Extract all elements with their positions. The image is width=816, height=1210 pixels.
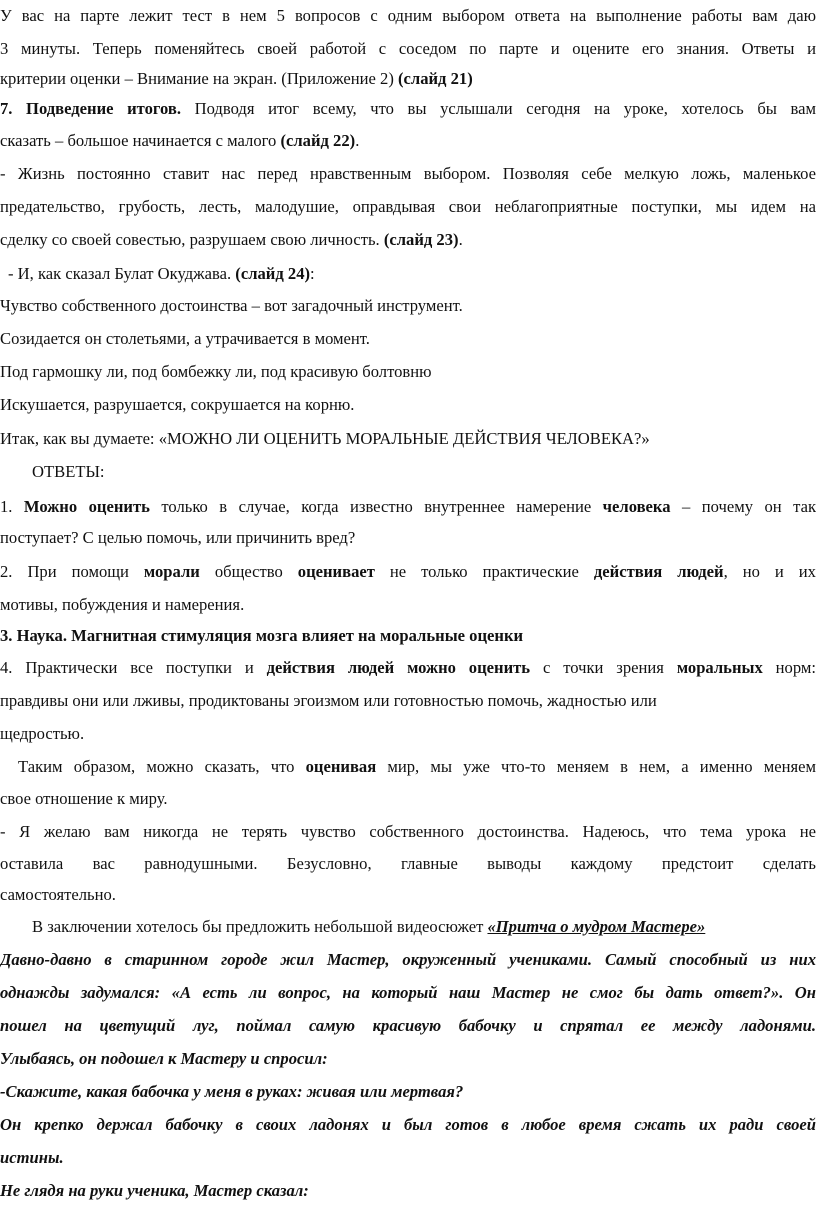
paragraph-okudzhava: [0, 258, 816, 290]
text: .: [355, 131, 360, 150]
paragraph-wish-line-1: - Я желаю вам никогда не терять чувство собственного достоинства. Надеюсь, что тема урока не: [0, 822, 816, 841]
bold-term: оценивая: [305, 757, 377, 776]
parable-line-3: пошел на цветущий луг, поймал самую красивую бабочку и спрятал ее между ладонями.: [0, 1016, 816, 1035]
paragraph-summary-line-2: [0, 125, 816, 157]
paragraph-life-line-2: предательство, грубость, лесть, малодушие, оправдывая свои неблагоприятные поступки, мы идем на: [0, 197, 816, 216]
paragraph-thus-line-2: свое отношение к миру.: [0, 789, 168, 808]
text: .: [458, 230, 463, 249]
text: 4. Практически все поступки и: [0, 658, 267, 677]
paragraph-video-intro: [0, 911, 816, 943]
text: только в случае, когда известно внутреннее намерение: [149, 497, 603, 516]
paragraph-thus-line-1: [0, 751, 816, 783]
paragraph-summary-line-1: [0, 93, 816, 125]
text: сделку со своей совестью, разрушаем свою личность.: [0, 230, 384, 249]
parable-line-4: Улыбаясь, он подошел к Мастеру и спросил:: [0, 1049, 328, 1068]
text: 2. При помощи: [0, 562, 144, 581]
answer-4-line-2: правдивы они или лживы, продиктованы эгоизмом или готовностью помочь, жадностью или: [0, 691, 657, 710]
text: 1.: [0, 497, 24, 516]
poem-line-4: Искушается, разрушается, сокрушается на корню.: [0, 395, 355, 414]
slide-ref-21: (слайд 21): [398, 69, 473, 88]
parable-line-7: истины.: [0, 1148, 64, 1167]
poem-line-3: Под гармошку ли, под бомбежку ли, под красивую болтовню: [0, 362, 432, 381]
video-title-link[interactable]: «Притча о мудром Мастере»: [487, 917, 706, 936]
text: с точки зрения: [530, 658, 677, 677]
parable-line-5: -Скажите, какая бабочка у меня в руках: живая или мертвая?: [0, 1082, 464, 1101]
question-line: Итак, как вы думаете: «МОЖНО ЛИ ОЦЕНИТЬ МОРАЛЬНЫЕ ДЕЙСТВИЯ ЧЕЛОВЕКА?»: [0, 429, 650, 448]
text: мир, мы уже что-то меняем в нем, а именно меняем: [376, 757, 816, 776]
bold-term: моральных: [676, 658, 763, 677]
section-heading-summary: 7. Подведение итогов.: [0, 99, 182, 118]
bold-term: действия людей можно оценить: [266, 658, 531, 677]
paragraph-wish-line-2: оставила вас равнодушными. Безусловно, главные выводы каждому предстоит сделать: [0, 854, 816, 873]
paragraph-life-line-1: - Жизнь постоянно ставит нас перед нравственным выбором. Позволяя себе мелкую ложь, маленькое: [0, 164, 816, 183]
slide-ref-24: (слайд 24): [235, 264, 311, 283]
answer-4-line-1: [0, 652, 816, 684]
text: , но и их: [723, 562, 816, 581]
answer-3-line: 3. Наука. Магнитная стимуляция мозга влияет на моральные оценки: [0, 626, 524, 645]
bold-term: действия людей: [593, 562, 724, 581]
text: общество: [199, 562, 298, 581]
bold-term: оценивает: [297, 562, 375, 581]
paragraph-test-line-3: [0, 63, 816, 95]
parable-line-2: однажды задумался: «А есть ли вопрос, на который наш Мастер не смог бы дать ответ?». Он: [0, 983, 816, 1002]
bold-term: морали: [143, 562, 200, 581]
poem-line-1: Чувство собственного достоинства – вот загадочный инструмент.: [0, 296, 463, 315]
bold-term: Можно оценить: [23, 497, 150, 516]
text: не только практические: [374, 562, 594, 581]
text: Подводя итог всему, что вы услышали сегодня на уроке, хотелось бы вам: [181, 99, 816, 118]
parable-line-8: Не глядя на руки ученика, Мастер сказал:: [0, 1181, 309, 1200]
text: :: [310, 264, 315, 283]
text: сказать – большое начинается с малого: [0, 131, 281, 150]
answer-2-line-1: [0, 556, 816, 588]
answer-2-line-2: мотивы, побуждения и намерения.: [0, 595, 245, 614]
slide-ref-23: (слайд 23): [383, 230, 459, 249]
poem-line-2: Созидается он столетьями, а утрачивается в момент.: [0, 329, 370, 348]
answer-4-line-3: щедростью.: [0, 724, 85, 743]
slide-ref-22: (слайд 22): [280, 131, 356, 150]
paragraph-wish-line-3: самостоятельно.: [0, 885, 116, 904]
text: критерии оценки – Внимание на экран. (Приложение 2): [0, 69, 398, 88]
bold-term: человека: [602, 497, 671, 516]
text: - И, как сказал Булат Окуджава.: [8, 264, 236, 283]
text: В заключении хотелось бы предложить небольшой видеосюжет: [32, 917, 488, 936]
text: Таким образом, можно сказать, что: [18, 757, 306, 776]
answer-1-line-1: [0, 491, 816, 523]
answer-1-line-2: поступает? С целью помочь, или причинить вред?: [0, 528, 356, 547]
paragraph-test-line-1: У вас на парте лежит тест в нем 5 вопросов с одним выбором ответа на выполнение работы вам даю: [0, 6, 816, 25]
paragraph-life-line-3: [0, 224, 816, 256]
paragraph-test-line-2: 3 минуты. Теперь поменяйтесь своей работой с соседом по парте и оцените его знания. Ответы и: [0, 39, 816, 58]
text: норм:: [762, 658, 816, 677]
parable-line-6: Он крепко держал бабочку в своих ладонях и был готов в любое время сжать их ради своей: [0, 1115, 816, 1134]
answers-title: ОТВЕТЫ:: [32, 462, 105, 481]
text: – почему он так: [670, 497, 816, 516]
parable-line-1: Давно-давно в старинном городе жил Мастер, окруженный учениками. Самый способный из них: [0, 950, 816, 969]
